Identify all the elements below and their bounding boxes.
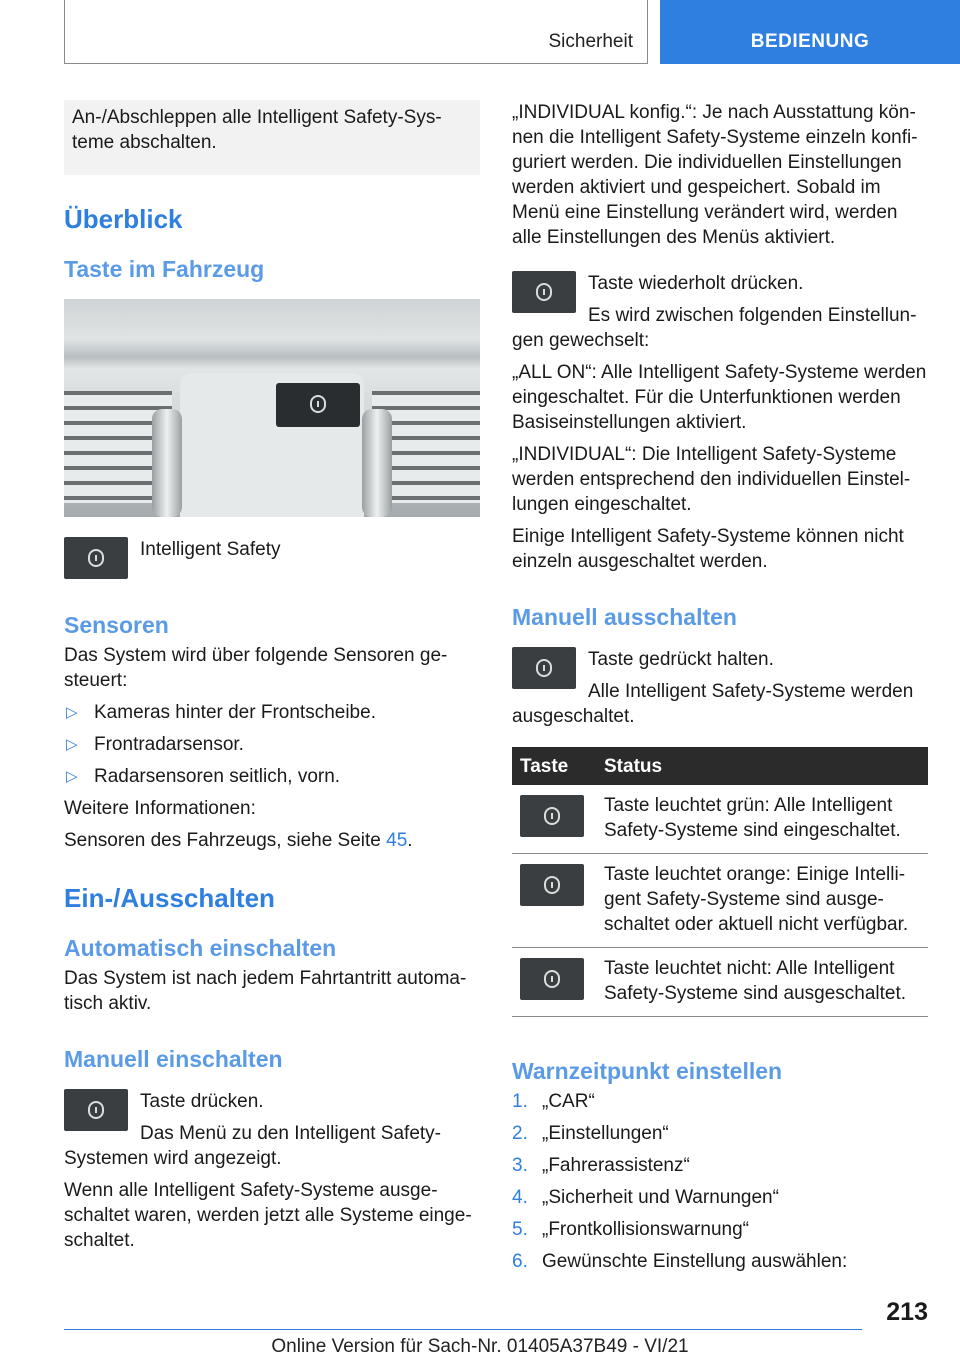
table-row	[512, 854, 928, 948]
intelligent-safety-key-green	[520, 795, 584, 837]
some-systems-text: Einige Intelligent Safety-Systeme können nicht einzeln ausgeschaltet werden.	[512, 526, 904, 572]
sensor-reference-end: .	[407, 830, 413, 851]
column-header-status: Status	[596, 747, 928, 785]
key-legend-row	[64, 537, 480, 583]
intelligent-safety-icon	[544, 970, 560, 988]
sensors-intro: Das System wird über folgende Sensoren gesteuert:	[64, 645, 448, 691]
more-info-label: Weitere Informationen:	[64, 798, 256, 819]
list-item	[512, 1249, 928, 1274]
page-number: 213	[886, 1298, 928, 1326]
heading-sensors: Sensoren	[64, 612, 169, 638]
step-text: „CAR“	[542, 1091, 595, 1112]
header-chapter-tab	[660, 0, 960, 64]
sensor-reference	[64, 828, 480, 853]
manual-on-note: Wenn alle Intelligent Safety-Systeme ausgeschaltet waren, werden jetzt alle Systeme eingeschaltet.	[64, 1180, 472, 1251]
manual-on-press: Taste drücken.	[140, 1091, 264, 1112]
dashboard-photo	[64, 299, 480, 517]
header-section-box	[64, 0, 648, 64]
list-item	[512, 1089, 928, 1114]
list-item	[512, 1121, 928, 1146]
table-header-row	[512, 747, 928, 785]
intelligent-safety-icon	[536, 659, 552, 677]
heading-button-in-vehicle: Taste im Fahrzeug	[64, 256, 265, 282]
manual-on-menu: Das Menü zu den Intelligent Safety-Systemen wird angezeigt.	[64, 1123, 442, 1169]
status-cell: Taste leuchtet grün: Alle Intelligent Safety-Systeme sind eingeschaltet.	[596, 785, 928, 854]
all-on-text: „ALL ON“: Alle Intelligent Safety-Systeme werden eingeschaltet. Für die Unterfunktionen werden Basiseinstellungen aktiviert.	[512, 362, 927, 433]
manual-on-row	[64, 1089, 480, 1171]
header-section-title: Sicherheit	[548, 31, 633, 52]
repeat-press-text: Taste wiederholt drücken.	[588, 273, 804, 294]
column-header-key: Taste	[512, 747, 596, 785]
steps-list	[512, 1089, 928, 1274]
intelligent-safety-key	[512, 647, 576, 689]
status-cell: Taste leuchtet orange: Einige Intelligent Safety-Systeme sind ausgeschaltet oder aktuell nicht verfügbar.	[596, 854, 928, 948]
intelligent-safety-key	[64, 537, 128, 579]
vent-knob-right	[362, 409, 392, 517]
step-text: Gewünschte Einstellung auswählen:	[542, 1251, 848, 1272]
footer-online-version: Online Version für Sach-Nr. 01405A37B49 - VI/21	[271, 1336, 689, 1357]
header-chapter-title: BEDIENUNG	[750, 31, 870, 52]
list-item: ▷ Frontradarsensor.	[64, 732, 480, 757]
step-text: „Sicherheit und Warnungen“	[542, 1187, 779, 1208]
right-column	[512, 100, 928, 1281]
step-text: „Frontkollisionswarnung“	[542, 1219, 749, 1240]
sensor-list	[64, 700, 480, 789]
vent-knob-left	[152, 409, 182, 517]
intelligent-safety-key	[512, 271, 576, 313]
hold-press-text: Taste gedrückt halten.	[588, 649, 774, 670]
step-number: 2.	[512, 1123, 528, 1144]
note-box	[64, 100, 480, 175]
step-number: 1.	[512, 1091, 528, 1112]
intelligent-safety-key-orange	[520, 864, 584, 906]
step-text: „Fahrerassistenz“	[542, 1155, 690, 1176]
status-table	[512, 747, 928, 1017]
list-item	[512, 1217, 928, 1242]
repeat-press-row	[512, 271, 928, 353]
step-text: „Einstellungen“	[542, 1123, 669, 1144]
heading-manual-off: Manuell ausschalten	[512, 604, 737, 630]
key-legend-label: Intelligent Safety	[140, 539, 281, 560]
table-row	[512, 785, 928, 854]
step-number: 5.	[512, 1219, 528, 1240]
hold-result-text: Alle Intelligent Safety-Systeme werden ausgeschaltet.	[512, 681, 914, 727]
note-text: An-/Abschleppen alle Intelligent Safety-Systeme abschalten.	[72, 107, 442, 153]
intelligent-safety-key	[64, 1089, 128, 1131]
status-cell: Taste leuchtet nicht: Alle Intelligent Safety-Systeme sind ausgeschaltet.	[596, 948, 928, 1017]
heading-overview: Überblick	[64, 204, 183, 234]
step-number: 6.	[512, 1251, 528, 1272]
auto-on-text: Das System ist nach jedem Fahrtantritt automatisch aktiv.	[64, 968, 467, 1014]
intelligent-safety-key-off	[520, 958, 584, 1000]
table-row	[512, 948, 928, 1017]
step-number: 3.	[512, 1155, 528, 1176]
heading-manual-on: Manuell einschalten	[64, 1046, 283, 1072]
sensor-reference-text: Sensoren des Fahrzeugs, siehe Seite	[64, 830, 387, 851]
intelligent-safety-icon	[544, 807, 560, 825]
page-link-45[interactable]: 45	[386, 830, 408, 851]
footer-divider	[64, 1329, 862, 1330]
intelligent-safety-icon	[310, 395, 326, 413]
intelligent-safety-icon	[88, 1101, 104, 1119]
individual-config-text: „INDIVIDUAL konfig.“: Je nach Ausstattung können die Intelligent Safety-Systeme einzeln konfiguriert werden. Die individuellen Einstellungen werden aktiviert und gespeichert. Sobald im Menü eine Einstellung verändert wird, werden alle Einstellungen des Menüs aktiviert.	[512, 102, 918, 248]
list-item	[512, 1185, 928, 1210]
list-item: ▷ Radarsensoren seitlich, vorn.	[64, 764, 480, 789]
step-number: 4.	[512, 1187, 528, 1208]
repeat-switch-text: Es wird zwischen folgenden Einstellungen gewechselt:	[512, 305, 917, 351]
left-column	[64, 100, 480, 1260]
manual-off-row	[512, 647, 928, 729]
list-item: ▷ Kameras hinter der Frontscheibe.	[64, 700, 480, 725]
heading-warning-time: Warnzeitpunkt einstellen	[512, 1058, 783, 1084]
individual-text: „INDIVIDUAL“: Die Intelligent Safety-Systeme werden entsprechend den individuellen Einstellungen eingeschaltet.	[512, 444, 911, 515]
intelligent-safety-icon	[536, 283, 552, 301]
heading-on-off: Ein-/Ausschalten	[64, 883, 275, 913]
list-item	[512, 1153, 928, 1178]
intelligent-safety-button-photo	[276, 383, 360, 427]
intelligent-safety-icon	[544, 876, 560, 894]
intelligent-safety-icon	[88, 549, 104, 567]
heading-auto-on: Automatisch einschalten	[64, 935, 337, 961]
